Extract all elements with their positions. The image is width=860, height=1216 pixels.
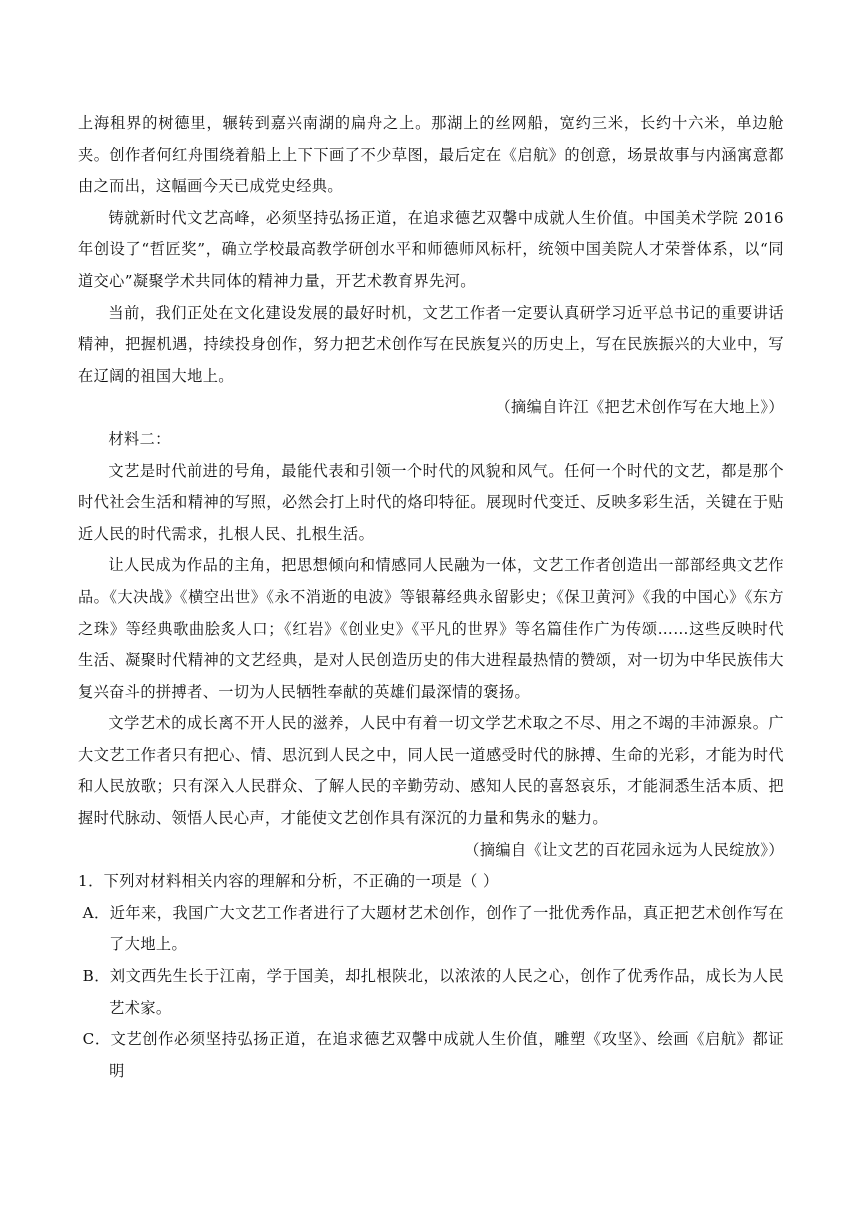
material-two-paragraph-1: 文艺是时代前进的号角，最能代表和引领一个时代的风貌和风气。任何一个时代的文艺，都是那个时代社会生活和精神的写照，必然会打上时代的烙印特征。展现时代变迁、反映多彩生活，关键在于贴近人民的时代需求，扎根人民、扎根生活。 [78,461,784,543]
material-one-source: （摘编自许江《把艺术创作写在大地上》） [495,398,784,417]
material-one-paragraph-1: 上海租界的树德里，辗转到嘉兴南湖的扁舟之上。那湖上的丝网船，宽约三米，长约十六米，单边舱夹。创作者何红舟围绕着船上上下下画了不少草图，最后定在《启航》的创意，场景故事与内涵寓意都由之而出，这幅画今天已成党史经典。 [78,114,784,196]
material-two-paragraph-2: 让人民成为作品的主角，把思想倾向和情感同人民融为一体，文艺工作者创造出一部部经典文艺作品。《大决战》《横空出世》《永不消逝的电波》等银幕经典永留影史；《保卫黄河》《我的中国心》《东方之珠》等经典歌曲脍炙人口；《红岩》《创业史》《平凡的世界》等名篇佳作广为传颂……这些反映时代生活、凝聚时代精神的文艺经典，是对人民创造历史的伟大进程最热情的赞颂，对一切为中华民族伟大复兴奋斗的拼搏者、一切为人民牺牲奉献的英雄们最深情的褒扬。 [78,556,784,701]
document-body [78,108,784,1087]
question-option-a: A．近年来，我国广大文艺工作者进行了大题材艺术创作，创作了一批优秀作品，真正把艺术创作写在了大地上。 [82,903,784,954]
question-stem: 1．下列对材料相关内容的理解和分析，不正确的一项是（ ） [78,872,499,891]
material-one-paragraph-3: 当前，我们正处在文化建设发展的最好时机，文艺工作者一定要认真研学习近平总书记的重要讲话精神，把握机遇，持续投身创作，努力把艺术创作写在民族复兴的历史上，写在民族振兴的大业中，写在辽阔的祖国大地上。 [78,303,784,385]
material-one-paragraph-2: 铸就新时代文艺高峰，必须坚持弘扬正道，在追求德艺双馨中成就人生价值。中国美术学院 2016 年创设了“哲匠奖”，确立学校最高教学研创水平和师德师风标杆，统领中国美院人才荣誉体系，以“同道交心”凝聚学术共同体的精神力量，开艺术教育界先河。 [78,208,784,290]
question-option-c: C．文艺创作必须坚持弘扬正道，在追求德艺双馨中成就人生价值，雕塑《攻坚》、绘画《启航》都证明 [82,1030,784,1080]
material-two-source: （摘编自《让文艺的百花园永远为人民绽放》） [464,840,784,859]
material-two-heading: 材料二： [108,429,171,448]
material-two-paragraph-3: 文学艺术的成长离不开人民的滋养，人民中有着一切文学艺术取之不尽、用之不竭的丰沛源泉。广大文艺工作者只有把心、情、思沉到人民之中，同人民一道感受时代的脉搏、生命的光彩，才能为时代和人民放歌；只有深入人民群众、了解人民的辛勤劳动、感知人民的喜怒哀乐，才能洞悉生活本质、把握时代脉动、领悟人民心声，才能使文艺创作具有深沉的力量和隽永的魅力。 [78,714,784,828]
question-option-b: B．刘文西先生长于江南，学于国美，却扎根陕北，以浓浓的人民之心，创作了优秀作品，成长为人民艺术家。 [82,967,784,1017]
